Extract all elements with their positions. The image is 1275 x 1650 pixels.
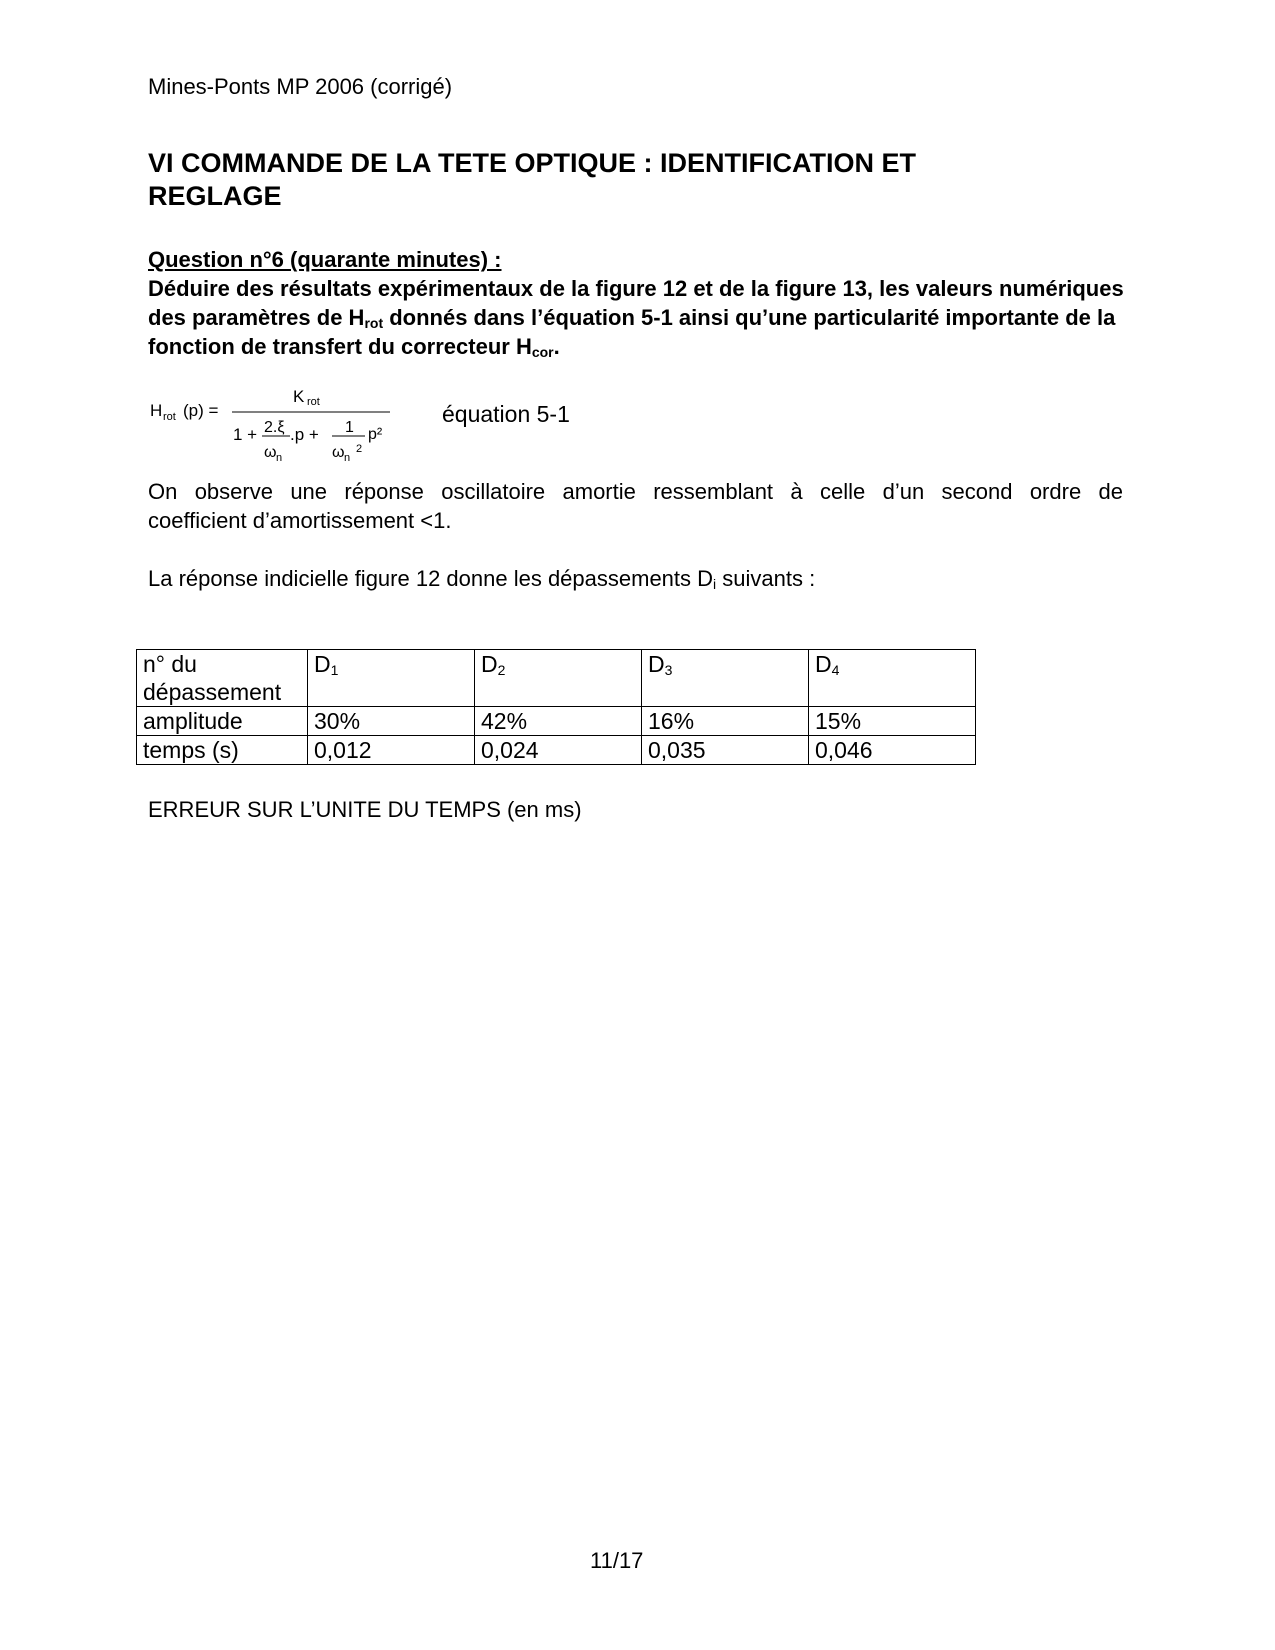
table-col-d4 [809,650,976,707]
table-col-d3 [642,650,809,707]
table-cell: 30% [308,707,475,736]
question-sub-a: rot [364,315,384,331]
question-heading: Question n°6 (quarante minutes) : [148,247,502,272]
eq-lhs-arg: (p) = [183,401,219,420]
col-letter: D [314,651,331,677]
table-header-label-line1: n° du [143,651,197,677]
table-cell: 0,012 [308,736,475,765]
paragraph-overshoots [148,564,1123,593]
question-text-c: . [553,334,560,359]
eq-f2-num: 1 [345,419,354,436]
eq-f2-den-sub: n [344,452,351,464]
page-number: 11/17 [590,1548,644,1573]
table-cell: 0,046 [809,736,976,765]
eq-f1-num: 2.ξ [264,419,285,436]
transfer-function-equation [150,386,430,476]
col-sub: 2 [497,662,506,678]
eq-lhs-sub: rot [163,411,176,423]
table-header-row [137,650,976,707]
paragraph-observation [148,477,1123,535]
table-row-label: amplitude [137,707,308,736]
eq-f1-den: ω [264,444,277,461]
col-sub: 1 [330,662,339,678]
table-cell: 0,035 [642,736,809,765]
paragraph-overshoots-b: suivants : [716,566,816,591]
table-row-amplitude [137,707,976,736]
question-text-b: donnés dans l’équation 5-1 ainsi qu’une particularité importante de la fonction de transfert du correcteur H [148,305,1116,359]
overshoot-table [136,649,976,765]
equation-label: équation 5-1 [442,401,570,427]
question-sub-b: cor [531,344,554,360]
table-header-label [137,650,308,707]
table-row-label: temps (s) [137,736,308,765]
col-sub: 4 [831,662,840,678]
paragraph-overshoots-sub: i [713,576,717,592]
col-sub: 3 [664,662,673,678]
page-header: Mines-Ponts MP 2006 (corrigé) [148,74,453,99]
table-header-label-line2: dépassement [143,679,282,705]
eq-lhs: H [150,401,163,420]
col-letter: D [815,651,832,677]
eq-den-tail: p² [368,426,383,443]
table-col-d2 [475,650,642,707]
eq-numerator-sub: rot [307,396,320,408]
question-block [148,245,1148,361]
paragraph-overshoots-a: La réponse indicielle figure 12 donne les dépassements D [148,566,714,591]
eq-den-one: 1 + [233,425,258,444]
table-row-time [137,736,976,765]
table-col-d1 [308,650,475,707]
table-cell: 0,024 [475,736,642,765]
table-cell: 15% [809,707,976,736]
table-cell: 16% [642,707,809,736]
eq-f1-den-sub: n [276,452,283,464]
question-text-a: Déduire des résultats expérimentaux de la figure 12 et de la figure 13, les valeurs numériques des paramètres de H [148,276,1124,330]
paragraph-observation-line2: coefficient d’amortissement <1. [148,508,452,533]
eq-den-mid: .p + [290,425,319,444]
table-cell: 42% [475,707,642,736]
eq-f2-den-sup: 2 [356,443,363,455]
eq-f2-den: ω [332,444,345,461]
col-letter: D [481,651,498,677]
eq-numerator: K [293,387,305,406]
error-note: ERREUR SUR L’UNITE DU TEMPS (en ms) [148,797,582,822]
section-title: VI COMMANDE DE LA TETE OPTIQUE : IDENTIFICATION ET REGLAGE [148,148,916,211]
paragraph-observation-line1: On observe une réponse oscillatoire amortie ressemblant à celle d’un second ordre de [148,479,1123,504]
col-letter: D [648,651,665,677]
